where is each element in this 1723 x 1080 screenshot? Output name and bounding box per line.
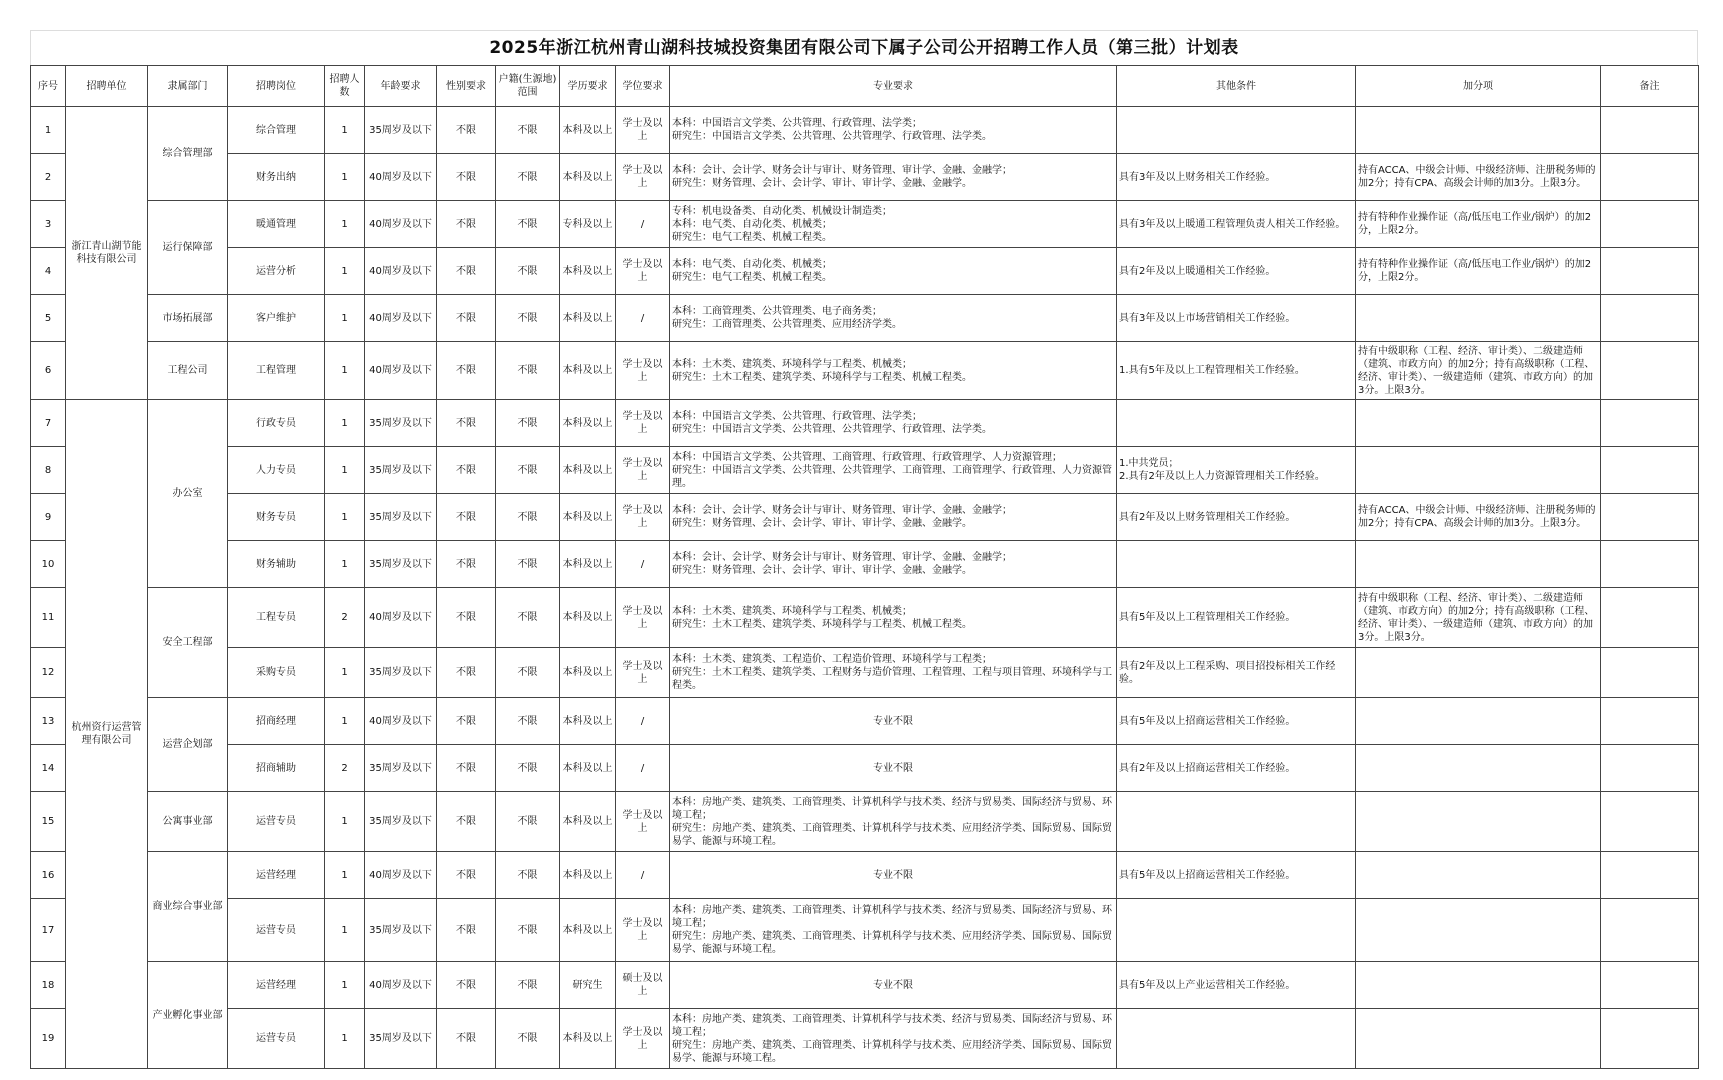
cell-bonus — [1356, 852, 1601, 899]
cell-other — [1117, 400, 1356, 447]
cell-post: 财务专员 — [228, 494, 325, 541]
cell-degree: / — [616, 201, 670, 248]
cell-hukou: 不限 — [496, 588, 560, 648]
cell-post: 人力专员 — [228, 447, 325, 494]
col-header-hukou: 户籍(生源地)范围 — [496, 66, 560, 107]
cell-remark — [1601, 342, 1699, 400]
cell-major: 专业不限 — [670, 962, 1117, 1009]
table-row — [31, 107, 1699, 154]
cell-edu: 本科及以上 — [560, 400, 616, 447]
cell-other — [1117, 541, 1356, 588]
cell-other — [1117, 1009, 1356, 1069]
cell-gender: 不限 — [437, 201, 496, 248]
cell-count: 1 — [325, 899, 365, 962]
cell-degree: / — [616, 541, 670, 588]
cell-degree: / — [616, 698, 670, 745]
cell-no: 13 — [31, 698, 66, 745]
cell-major: 本科：房地产类、建筑类、工商管理类、计算机科学与技术类、经济与贸易类、国际经济与贸易、环境工程； 研究生：房地产类、建筑类、工商管理类、计算机科学与技术类、应用经济学类、国际贸易、国际贸易学、能源与环境工程。 — [670, 792, 1117, 852]
table-row — [31, 248, 1699, 295]
cell-no: 14 — [31, 745, 66, 792]
cell-major: 本科：房地产类、建筑类、工商管理类、计算机科学与技术类、经济与贸易类、国际经济与贸易、环境工程； 研究生：房地产类、建筑类、工商管理类、计算机科学与技术类、应用经济学类、国际贸易、国际贸易学、能源与环境工程。 — [670, 1009, 1117, 1069]
cell-hukou: 不限 — [496, 107, 560, 154]
cell-gender: 不限 — [437, 792, 496, 852]
cell-dept: 综合管理部 — [148, 107, 228, 201]
cell-dept: 市场拓展部 — [148, 295, 228, 342]
cell-no: 12 — [31, 648, 66, 698]
cell-no: 5 — [31, 295, 66, 342]
cell-bonus: 持有特种作业操作证（高/低压电工作业/锅炉）的加2分，上限2分。 — [1356, 248, 1601, 295]
cell-degree: 学士及以上 — [616, 494, 670, 541]
cell-other: 具有2年及以上暖通相关工作经验。 — [1117, 248, 1356, 295]
cell-gender: 不限 — [437, 154, 496, 201]
cell-remark — [1601, 648, 1699, 698]
cell-edu: 本科及以上 — [560, 648, 616, 698]
cell-hukou: 不限 — [496, 342, 560, 400]
cell-no: 18 — [31, 962, 66, 1009]
cell-other: 1.中共党员； 2.具有2年及以上人力资源管理相关工作经验。 — [1117, 447, 1356, 494]
cell-bonus — [1356, 1009, 1601, 1069]
header-row — [31, 66, 1699, 107]
cell-bonus: 持有中级职称（工程、经济、审计类）、二级建造师（建筑、市政方向）的加2分；持有高级职称（工程、经济、审计类）、一级建造师（建筑、市政方向）的加3分。上限3分。 — [1356, 588, 1601, 648]
cell-bonus — [1356, 648, 1601, 698]
cell-edu: 专科及以上 — [560, 201, 616, 248]
col-header-other: 其他条件 — [1117, 66, 1356, 107]
cell-age: 40周岁及以下 — [365, 248, 437, 295]
cell-post: 运营经理 — [228, 852, 325, 899]
cell-degree: 学士及以上 — [616, 342, 670, 400]
col-header-age: 年龄要求 — [365, 66, 437, 107]
cell-count: 1 — [325, 541, 365, 588]
table-row — [31, 792, 1699, 852]
cell-post: 财务出纳 — [228, 154, 325, 201]
cell-remark — [1601, 494, 1699, 541]
cell-count: 1 — [325, 107, 365, 154]
cell-age: 40周岁及以下 — [365, 588, 437, 648]
col-header-bonus: 加分项 — [1356, 66, 1601, 107]
cell-edu: 本科及以上 — [560, 588, 616, 648]
cell-count: 1 — [325, 154, 365, 201]
cell-other: 具有5年及以上产业运营相关工作经验。 — [1117, 962, 1356, 1009]
cell-major: 本科：土木类、建筑类、环境科学与工程类、机械类； 研究生：土木工程类、建筑学类、环境科学与工程类、机械工程类。 — [670, 342, 1117, 400]
cell-no: 16 — [31, 852, 66, 899]
cell-age: 40周岁及以下 — [365, 342, 437, 400]
cell-hukou: 不限 — [496, 400, 560, 447]
cell-age: 35周岁及以下 — [365, 899, 437, 962]
cell-degree: 学士及以上 — [616, 648, 670, 698]
cell-major: 本科：会计、会计学、财务会计与审计、财务管理、审计学、金融、金融学； 研究生：财务管理、会计、会计学、审计、审计学、金融、金融学。 — [670, 494, 1117, 541]
cell-degree: 学士及以上 — [616, 899, 670, 962]
cell-remark — [1601, 447, 1699, 494]
table-row — [31, 648, 1699, 698]
cell-degree: 学士及以上 — [616, 588, 670, 648]
cell-bonus — [1356, 962, 1601, 1009]
cell-degree: 学士及以上 — [616, 792, 670, 852]
cell-degree: / — [616, 745, 670, 792]
cell-no: 8 — [31, 447, 66, 494]
cell-count: 1 — [325, 342, 365, 400]
cell-gender: 不限 — [437, 648, 496, 698]
cell-hukou: 不限 — [496, 447, 560, 494]
cell-edu: 本科及以上 — [560, 698, 616, 745]
cell-major: 专业不限 — [670, 745, 1117, 792]
cell-gender: 不限 — [437, 400, 496, 447]
cell-other: 具有2年及以上工程采购、项目招投标相关工作经验。 — [1117, 648, 1356, 698]
cell-count: 1 — [325, 852, 365, 899]
cell-post: 暖通管理 — [228, 201, 325, 248]
cell-hukou: 不限 — [496, 899, 560, 962]
cell-bonus — [1356, 698, 1601, 745]
cell-degree: 学士及以上 — [616, 154, 670, 201]
cell-no: 19 — [31, 1009, 66, 1069]
cell-other: 具有2年及以上招商运营相关工作经验。 — [1117, 745, 1356, 792]
cell-remark — [1601, 745, 1699, 792]
cell-post: 招商辅助 — [228, 745, 325, 792]
cell-gender: 不限 — [437, 107, 496, 154]
cell-hukou: 不限 — [496, 745, 560, 792]
cell-no: 7 — [31, 400, 66, 447]
cell-bonus — [1356, 792, 1601, 852]
cell-no: 9 — [31, 494, 66, 541]
recruitment-table — [30, 65, 1699, 1069]
table-row — [31, 494, 1699, 541]
cell-gender: 不限 — [437, 494, 496, 541]
cell-other: 具有5年及以上招商运营相关工作经验。 — [1117, 852, 1356, 899]
cell-post: 运营专员 — [228, 1009, 325, 1069]
cell-count: 1 — [325, 494, 365, 541]
cell-degree: / — [616, 295, 670, 342]
cell-remark — [1601, 588, 1699, 648]
col-header-remark: 备注 — [1601, 66, 1699, 107]
table-row — [31, 154, 1699, 201]
cell-bonus — [1356, 541, 1601, 588]
col-header-unit: 招聘单位 — [66, 66, 148, 107]
cell-remark — [1601, 962, 1699, 1009]
cell-other: 具有3年及以上市场营销相关工作经验。 — [1117, 295, 1356, 342]
cell-edu: 本科及以上 — [560, 248, 616, 295]
col-header-post: 招聘岗位 — [228, 66, 325, 107]
cell-other: 具有5年及以上工程管理相关工作经验。 — [1117, 588, 1356, 648]
cell-gender: 不限 — [437, 899, 496, 962]
table-row — [31, 447, 1699, 494]
cell-edu: 本科及以上 — [560, 154, 616, 201]
cell-no: 1 — [31, 107, 66, 154]
cell-remark — [1601, 248, 1699, 295]
cell-post: 运营分析 — [228, 248, 325, 295]
cell-hukou: 不限 — [496, 295, 560, 342]
cell-edu: 本科及以上 — [560, 1009, 616, 1069]
cell-count: 1 — [325, 698, 365, 745]
cell-no: 2 — [31, 154, 66, 201]
cell-hukou: 不限 — [496, 154, 560, 201]
cell-hukou: 不限 — [496, 201, 560, 248]
cell-edu: 研究生 — [560, 962, 616, 1009]
cell-dept: 运行保障部 — [148, 201, 228, 295]
cell-bonus: 持有ACCA、中级会计师、中级经济师、注册税务师的加2分；持有CPA、高级会计师的加3分。上限3分。 — [1356, 154, 1601, 201]
col-header-degree: 学位要求 — [616, 66, 670, 107]
table-row — [31, 342, 1699, 400]
cell-degree: 学士及以上 — [616, 400, 670, 447]
cell-no: 3 — [31, 201, 66, 248]
cell-count: 2 — [325, 745, 365, 792]
cell-major: 本科：电气类、自动化类、机械类； 研究生：电气工程类、机械工程类。 — [670, 248, 1117, 295]
cell-remark — [1601, 295, 1699, 342]
cell-dept: 公寓事业部 — [148, 792, 228, 852]
cell-age: 40周岁及以下 — [365, 295, 437, 342]
cell-bonus — [1356, 295, 1601, 342]
cell-dept: 运营企划部 — [148, 698, 228, 792]
cell-post: 采购专员 — [228, 648, 325, 698]
cell-other — [1117, 107, 1356, 154]
cell-edu: 本科及以上 — [560, 447, 616, 494]
cell-age: 35周岁及以下 — [365, 745, 437, 792]
cell-age: 40周岁及以下 — [365, 201, 437, 248]
cell-edu: 本科及以上 — [560, 745, 616, 792]
cell-remark — [1601, 852, 1699, 899]
cell-hukou: 不限 — [496, 852, 560, 899]
cell-major: 本科：土木类、建筑类、环境科学与工程类、机械类； 研究生：土木工程类、建筑学类、环境科学与工程类、机械工程类。 — [670, 588, 1117, 648]
cell-age: 35周岁及以下 — [365, 1009, 437, 1069]
table-row — [31, 899, 1699, 962]
cell-hukou: 不限 — [496, 698, 560, 745]
cell-age: 35周岁及以下 — [365, 648, 437, 698]
cell-age: 40周岁及以下 — [365, 154, 437, 201]
col-header-dept: 隶属部门 — [148, 66, 228, 107]
cell-bonus — [1356, 400, 1601, 447]
cell-age: 35周岁及以下 — [365, 107, 437, 154]
cell-other — [1117, 899, 1356, 962]
cell-count: 2 — [325, 588, 365, 648]
table-row — [31, 698, 1699, 745]
cell-major: 本科：会计、会计学、财务会计与审计、财务管理、审计学、金融、金融学； 研究生：财务管理、会计、会计学、审计、审计学、金融、金融学。 — [670, 541, 1117, 588]
table-row — [31, 541, 1699, 588]
cell-edu: 本科及以上 — [560, 899, 616, 962]
cell-gender: 不限 — [437, 1009, 496, 1069]
cell-major: 本科：工商管理类、公共管理类、电子商务类； 研究生：工商管理类、公共管理类、应用经济学类。 — [670, 295, 1117, 342]
cell-degree: 硕士及以上 — [616, 962, 670, 1009]
cell-age: 35周岁及以下 — [365, 541, 437, 588]
cell-other: 1.具有5年及以上工程管理相关工作经验。 — [1117, 342, 1356, 400]
cell-post: 综合管理 — [228, 107, 325, 154]
cell-remark — [1601, 201, 1699, 248]
cell-remark — [1601, 698, 1699, 745]
cell-other: 具有5年及以上招商运营相关工作经验。 — [1117, 698, 1356, 745]
cell-gender: 不限 — [437, 588, 496, 648]
cell-degree: 学士及以上 — [616, 248, 670, 295]
cell-degree: / — [616, 852, 670, 899]
cell-age: 35周岁及以下 — [365, 494, 437, 541]
cell-no: 11 — [31, 588, 66, 648]
cell-no: 17 — [31, 899, 66, 962]
cell-other: 具有2年及以上财务管理相关工作经验。 — [1117, 494, 1356, 541]
cell-count: 1 — [325, 201, 365, 248]
cell-no: 10 — [31, 541, 66, 588]
cell-count: 1 — [325, 248, 365, 295]
col-header-count: 招聘人数 — [325, 66, 365, 107]
col-header-gender: 性别要求 — [437, 66, 496, 107]
cell-bonus — [1356, 107, 1601, 154]
cell-age: 35周岁及以下 — [365, 400, 437, 447]
cell-post: 财务辅助 — [228, 541, 325, 588]
cell-remark — [1601, 541, 1699, 588]
cell-dept: 商业综合事业部 — [148, 852, 228, 962]
table-row — [31, 962, 1699, 1009]
cell-major: 专科：机电设备类、自动化类、机械设计制造类； 本科：电气类、自动化类、机械类； 研究生：电气工程类、机械工程类。 — [670, 201, 1117, 248]
cell-count: 1 — [325, 400, 365, 447]
cell-gender: 不限 — [437, 745, 496, 792]
cell-gender: 不限 — [437, 698, 496, 745]
cell-other: 具有3年及以上财务相关工作经验。 — [1117, 154, 1356, 201]
cell-count: 1 — [325, 447, 365, 494]
cell-edu: 本科及以上 — [560, 852, 616, 899]
cell-age: 40周岁及以下 — [365, 698, 437, 745]
cell-remark — [1601, 107, 1699, 154]
cell-age: 40周岁及以下 — [365, 852, 437, 899]
cell-major: 本科：中国语言文学类、公共管理、工商管理、行政管理、行政管理学、人力资源管理； 研究生：中国语言文学类、公共管理、公共管理学、工商管理、工商管理学、行政管理、人力资源管理。 — [670, 447, 1117, 494]
table-row — [31, 1009, 1699, 1069]
cell-bonus: 持有特种作业操作证（高/低压电工作业/锅炉）的加2分，上限2分。 — [1356, 201, 1601, 248]
cell-unit: 杭州资行运营管理有限公司 — [66, 400, 148, 1069]
cell-post: 运营专员 — [228, 899, 325, 962]
cell-hukou: 不限 — [496, 962, 560, 1009]
cell-count: 1 — [325, 792, 365, 852]
cell-no: 6 — [31, 342, 66, 400]
cell-major: 本科：中国语言文学类、公共管理、行政管理、法学类； 研究生：中国语言文学类、公共管理、公共管理学、行政管理、法学类。 — [670, 107, 1117, 154]
cell-count: 1 — [325, 295, 365, 342]
cell-degree: 学士及以上 — [616, 1009, 670, 1069]
cell-edu: 本科及以上 — [560, 541, 616, 588]
cell-degree: 学士及以上 — [616, 107, 670, 154]
cell-edu: 本科及以上 — [560, 107, 616, 154]
cell-major: 本科：房地产类、建筑类、工商管理类、计算机科学与技术类、经济与贸易类、国际经济与贸易、环境工程； 研究生：房地产类、建筑类、工商管理类、计算机科学与技术类、应用经济学类、国际贸易、国际贸易学、能源与环境工程。 — [670, 899, 1117, 962]
cell-other — [1117, 792, 1356, 852]
cell-remark — [1601, 899, 1699, 962]
cell-bonus — [1356, 899, 1601, 962]
cell-major: 专业不限 — [670, 852, 1117, 899]
cell-hukou: 不限 — [496, 648, 560, 698]
cell-no: 15 — [31, 792, 66, 852]
cell-hukou: 不限 — [496, 494, 560, 541]
cell-remark — [1601, 154, 1699, 201]
cell-bonus — [1356, 745, 1601, 792]
cell-gender: 不限 — [437, 342, 496, 400]
cell-age: 35周岁及以下 — [365, 447, 437, 494]
table-body — [31, 107, 1699, 1069]
cell-count: 1 — [325, 962, 365, 1009]
cell-hukou: 不限 — [496, 248, 560, 295]
cell-remark — [1601, 1009, 1699, 1069]
table-row — [31, 201, 1699, 248]
cell-bonus: 持有中级职称（工程、经济、审计类）、二级建造师（建筑、市政方向）的加2分；持有高级职称（工程、经济、审计类）、一级建造师（建筑、市政方向）的加3分。上限3分。 — [1356, 342, 1601, 400]
cell-edu: 本科及以上 — [560, 792, 616, 852]
cell-hukou: 不限 — [496, 541, 560, 588]
cell-post: 行政专员 — [228, 400, 325, 447]
cell-hukou: 不限 — [496, 1009, 560, 1069]
cell-edu: 本科及以上 — [560, 342, 616, 400]
cell-major: 专业不限 — [670, 698, 1117, 745]
table-row — [31, 295, 1699, 342]
cell-degree: 学士及以上 — [616, 447, 670, 494]
cell-remark — [1601, 400, 1699, 447]
cell-dept: 产业孵化事业部 — [148, 962, 228, 1069]
cell-post: 工程专员 — [228, 588, 325, 648]
cell-edu: 本科及以上 — [560, 494, 616, 541]
cell-dept: 安全工程部 — [148, 588, 228, 698]
cell-bonus: 持有ACCA、中级会计师、中级经济师、注册税务师的加2分；持有CPA、高级会计师的加3分。上限3分。 — [1356, 494, 1601, 541]
cell-hukou: 不限 — [496, 792, 560, 852]
cell-age: 40周岁及以下 — [365, 962, 437, 1009]
cell-dept: 办公室 — [148, 400, 228, 588]
cell-no: 4 — [31, 248, 66, 295]
cell-major: 本科：土木类、建筑类、工程造价、工程造价管理、环境科学与工程类； 研究生：土木工程类、建筑学类、工程财务与造价管理、工程管理、工程与项目管理、环境科学与工程类。 — [670, 648, 1117, 698]
table-row — [31, 745, 1699, 792]
cell-count: 1 — [325, 648, 365, 698]
cell-dept: 工程公司 — [148, 342, 228, 400]
col-header-major: 专业要求 — [670, 66, 1117, 107]
cell-gender: 不限 — [437, 295, 496, 342]
cell-edu: 本科及以上 — [560, 295, 616, 342]
table-row — [31, 852, 1699, 899]
recruitment-plan-sheet — [30, 30, 1698, 1069]
cell-gender: 不限 — [437, 852, 496, 899]
cell-unit: 浙江青山湖节能科技有限公司 — [66, 107, 148, 400]
table-row — [31, 588, 1699, 648]
cell-count: 1 — [325, 1009, 365, 1069]
cell-remark — [1601, 792, 1699, 852]
cell-post: 运营经理 — [228, 962, 325, 1009]
cell-major: 本科：会计、会计学、财务会计与审计、财务管理、审计学、金融、金融学； 研究生：财务管理、会计、会计学、审计、审计学、金融、金融学。 — [670, 154, 1117, 201]
cell-post: 工程管理 — [228, 342, 325, 400]
cell-post: 运营专员 — [228, 792, 325, 852]
table-row — [31, 400, 1699, 447]
cell-age: 35周岁及以下 — [365, 792, 437, 852]
cell-major: 本科：中国语言文学类、公共管理、行政管理、法学类； 研究生：中国语言文学类、公共管理、公共管理学、行政管理、法学类。 — [670, 400, 1117, 447]
page-title: 2025年浙江杭州青山湖科技城投资集团有限公司下属子公司公开招聘工作人员（第三批）计划表 — [30, 30, 1698, 65]
cell-gender: 不限 — [437, 447, 496, 494]
col-header-edu: 学历要求 — [560, 66, 616, 107]
cell-post: 客户维护 — [228, 295, 325, 342]
cell-post: 招商经理 — [228, 698, 325, 745]
cell-bonus — [1356, 447, 1601, 494]
cell-other: 具有3年及以上暖通工程管理负责人相关工作经验。 — [1117, 201, 1356, 248]
cell-gender: 不限 — [437, 962, 496, 1009]
cell-gender: 不限 — [437, 248, 496, 295]
cell-gender: 不限 — [437, 541, 496, 588]
col-header-no: 序号 — [31, 66, 66, 107]
